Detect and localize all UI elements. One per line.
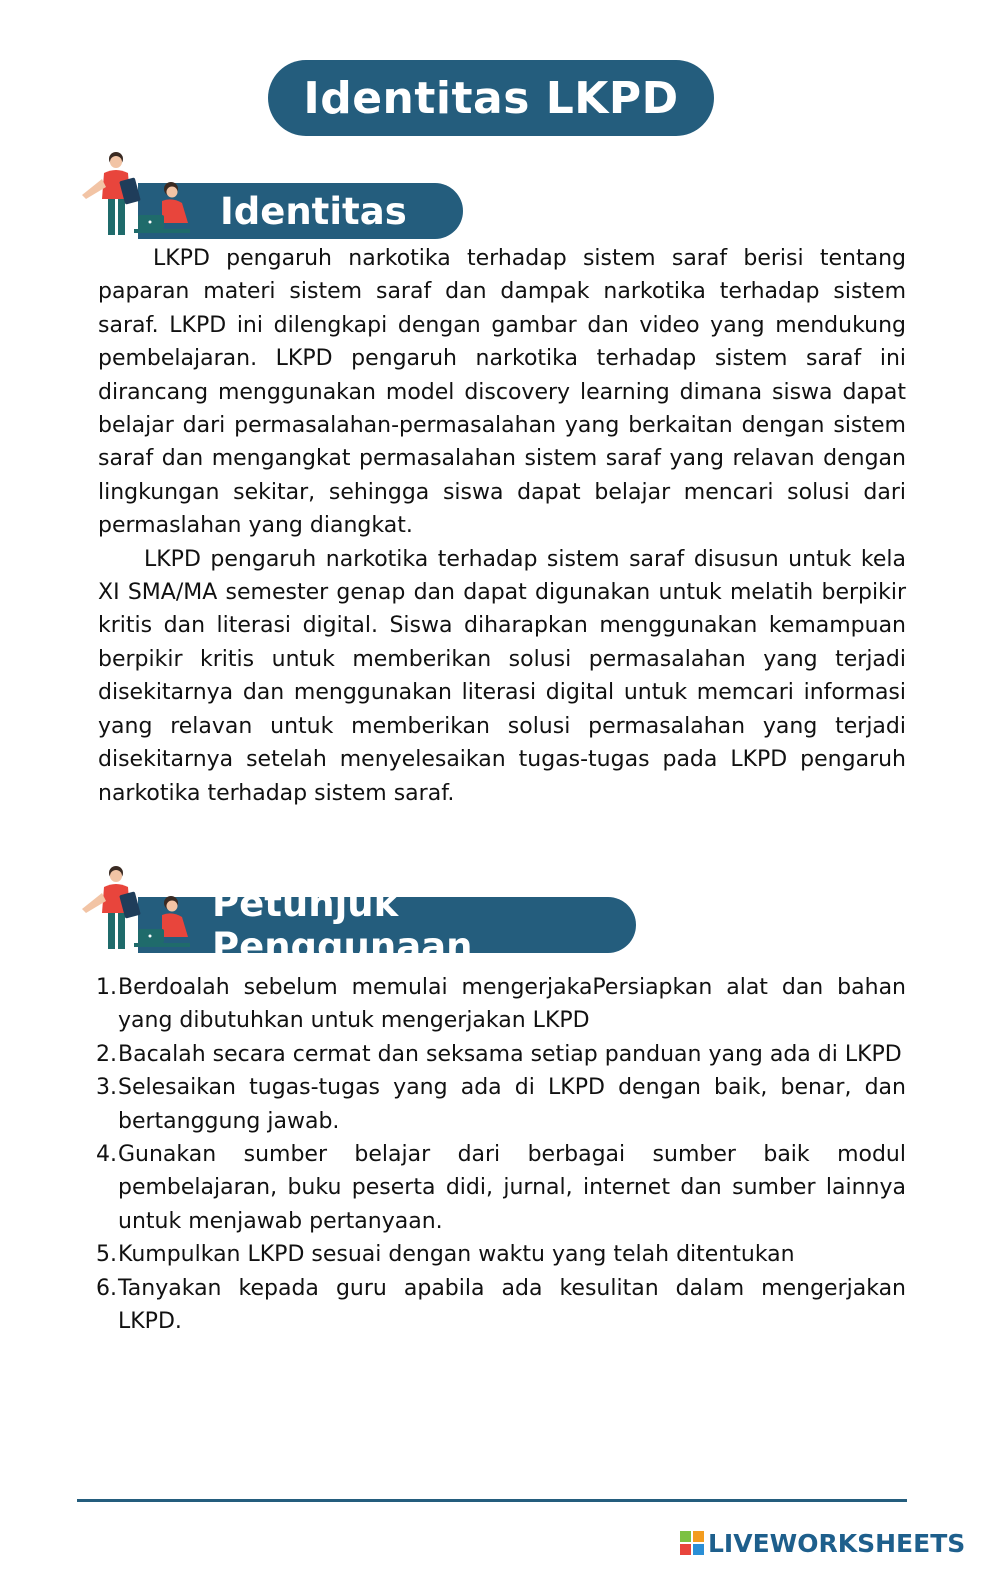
list-item [96, 1038, 906, 1071]
section-header-identitas [78, 175, 468, 237]
section-heading-identitas: Identitas [138, 183, 463, 239]
list-item [96, 1272, 906, 1339]
list-item-text: Gunakan sumber belajar dari berbagai sumber baik modul pembelajaran, buku peserta didi, jurnal, internet dan sumber lainnya untuk menjawab pertanyaan. [118, 1142, 906, 1234]
identitas-paragraph-2: LKPD pengaruh narkotika terhadap sistem saraf disusun untuk kela XI SMA/MA semester genap dan dapat digunakan untuk melatih berpikir kritis dan literasi digital. Siswa diharapkan menggunakan kemampuan berpikir kritis untuk memberikan solusi permasalahan yang terjadi disekitarnya dan menggunakan literasi digital untuk memcari informasi yang relavan untuk memberikan solusi permasalahan yang terjadi disekitarnya setelah menyelesaikan tugas-tugas pada LKPD pengaruh narkotika terhadap sistem saraf. [98, 546, 906, 806]
list-item-text: Bacalah secara cermat dan seksama setiap panduan yang ada di LKPD [118, 1041, 902, 1067]
list-item-number: 2. [96, 1041, 117, 1067]
section-header-petunjuk [78, 882, 638, 968]
list-item-number: 3. [96, 1075, 117, 1101]
list-item-text: Tanyakan kepada guru apabila ada kesulitan dalam mengerjakan LKPD. [118, 1275, 906, 1335]
page-title: Identitas LKPD [268, 60, 714, 136]
footer-divider [77, 1499, 907, 1502]
students-illustration-icon [78, 149, 193, 239]
list-item-text: Kumpulkan LKPD sesuai dengan waktu yang telah ditentukan [118, 1242, 795, 1268]
section-heading-petunjuk: Petunjuk Penggunaan [138, 897, 636, 953]
students-illustration-icon [78, 863, 193, 953]
petunjuk-list [96, 971, 906, 1338]
list-item-number: 5. [96, 1242, 117, 1268]
identitas-body [98, 242, 906, 810]
list-item-text: Berdoalah sebelum memulai mengerjakaPersiapkan alat dan bahan yang dibutuhkan untuk mengerjakan LKPD [118, 975, 906, 1034]
list-item [96, 971, 906, 1038]
list-item [96, 1238, 906, 1271]
list-item-number: 1. [96, 975, 117, 1000]
liveworksheets-brand[interactable] [680, 1528, 965, 1558]
liveworksheets-logo-icon [680, 1531, 704, 1555]
list-item [96, 1071, 906, 1138]
list-item-text: Selesaikan tugas-tugas yang ada di LKPD dengan baik, benar, dan bertanggung jawab. [118, 1075, 906, 1134]
list-item [96, 1138, 906, 1238]
list-item-number: 6. [96, 1275, 117, 1301]
identitas-paragraph-1: LKPD pengaruh narkotika terhadap sistem saraf berisi tentang paparan materi sistem saraf dan dampak narkotika terhadap sistem saraf. LKPD ini dilengkapi dengan gambar dan video yang mendukung pembelajaran. LKPD pengaruh narkotika terhadap sistem saraf ini dirancang menggunakan model discovery learning dimana siswa dapat belajar dari permasalahan-permasalahan yang berkaitan dengan sistem saraf dan mengangkat permasalahan sistem saraf yang relavan dengan lingkungan sekitar, sehingga siswa dapat belajar mencari solusi dari permaslahan yang diangkat. [98, 246, 906, 539]
brand-name: LIVEWORKSHEETS [708, 1528, 966, 1558]
list-item-number: 4. [96, 1142, 117, 1168]
